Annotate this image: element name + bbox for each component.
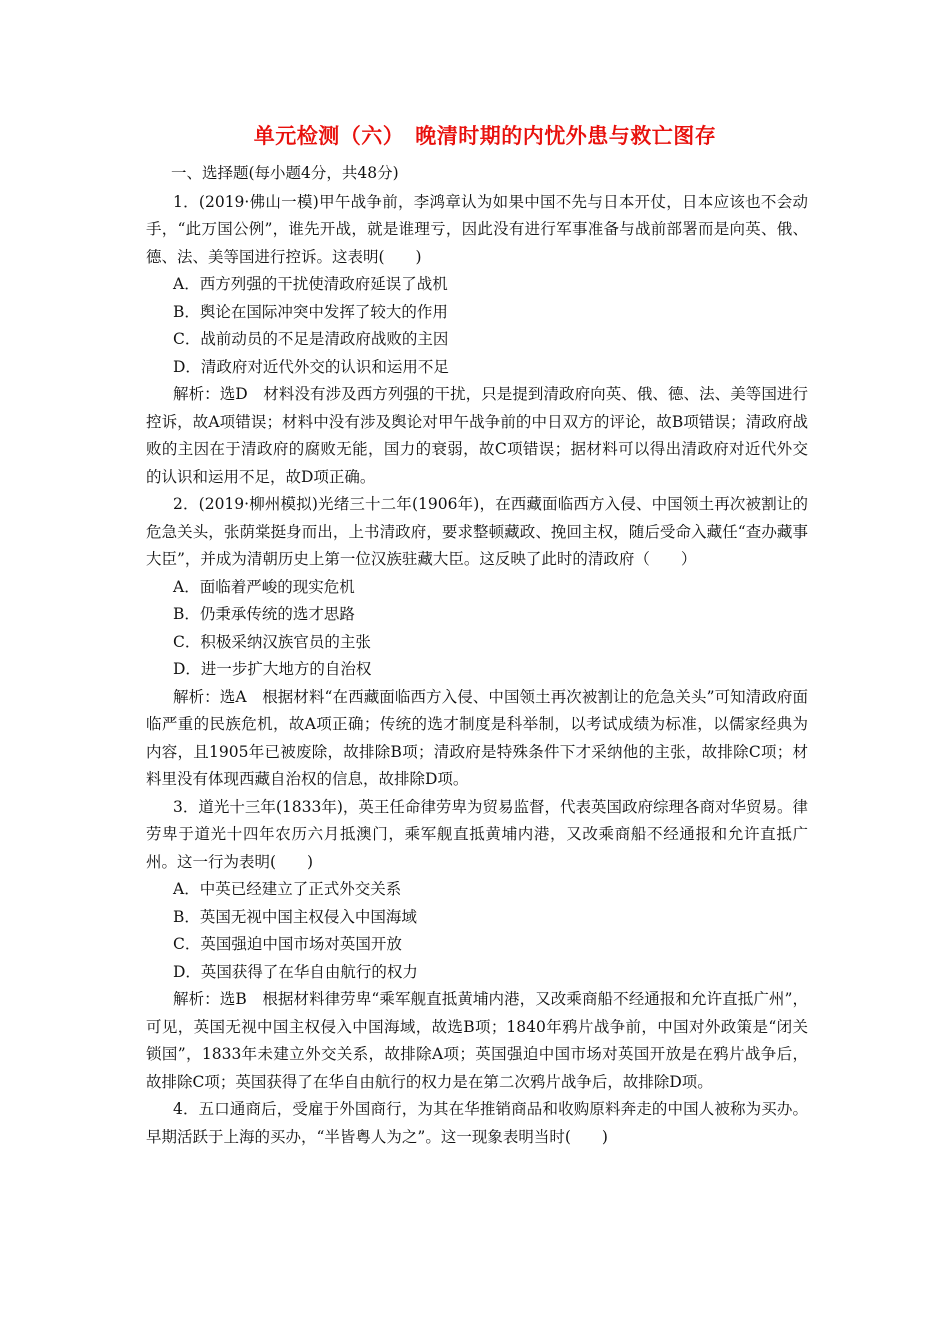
question-4 — [146, 1096, 808, 1151]
option-b: B．舆论在国际冲突中发挥了较大的作用 — [173, 302, 448, 321]
option-a: A．中英已经建立了正式外交关系 — [173, 880, 402, 898]
question-3 — [146, 794, 808, 1097]
section-heading: 一、选择题(每小题4分，共48分) — [171, 164, 399, 182]
document-title: 单元检测（六） 晚清时期的内忧外患与救亡图存 — [253, 123, 717, 148]
question-stem: 1．(2019·佛山一模)甲午战争前，李鸿章认为如果中国不先与日本开仗，日本应该也不会动手，“此万国公例”，谁先开战，就是谁理亏，因此没有进行军事准备与战前部署而是向英、俄、德、法、美等国进行控诉。这表明( ) — [146, 192, 808, 266]
option-a: A．面临着严峻的现实危机 — [173, 577, 355, 596]
question-analysis: 解析：选B 根据材料律劳卑“乘军舰直抵黄埔内港，又改乘商船不经通报和允许直抵广州”，可见，英国无视中国主权侵入中国海域，故选B项；1840年鸦片战争前，中国对外政策是“闭关锁国”，1833年未建立外交关系，故排除A项；英国强迫中国市场对英国开放是在鸦片战争后，故排除C项；英国获得了在华自由航行的权力是在第二次鸦片战争后，故排除D项。 — [146, 990, 808, 1091]
option-b: B．英国无视中国主权侵入中国海域 — [173, 907, 417, 926]
question-analysis: 解析：选A 根据材料“在西藏面临西方入侵、中国领土再次被割让的危急关头”可知清政府面临严重的民族危机，故A项正确；传统的选才制度是科举制，以考试成绩为标准，以儒家经典为内容，且1905年已被废除，故排除B项；清政府是特殊条件下才采纳他的主张，故排除C项；材料里没有体现西藏自治权的信息，故排除D项。 — [146, 687, 808, 788]
question-stem: 2．(2019·柳州模拟)光绪三十二年(1906年)，在西藏面临西方入侵、中国领土再次被割让的危急关头，张荫棠挺身而出，上书清政府，要求整顿藏政、挽回主权，随后受命入藏任“查办藏事大臣”，并成为清朝历史上第一位汉族驻藏大臣。这反映了此时的清政府（ ） — [146, 495, 808, 568]
option-a: A．西方列强的干扰使清政府延误了战机 — [173, 275, 448, 293]
option-b: B．仍秉承传统的选才思路 — [173, 605, 355, 623]
option-d: D．英国获得了在华自由航行的权力 — [173, 962, 418, 981]
option-d: D．清政府对近代外交的认识和运用不足 — [173, 357, 449, 376]
option-c: C．战前动员的不足是清政府战败的主因 — [173, 330, 449, 348]
option-d: D．进一步扩大地方的自治权 — [173, 660, 372, 678]
document-body — [146, 160, 808, 1151]
question-stem: 3．道光十三年(1833年)，英王任命律劳卑为贸易监督，代表英国政府综理各商对华贸易。律劳卑于道光十四年农历六月抵澳门，乘军舰直抵黄埔内港，又改乘商船不经通报和允许直抵广州。这一行为表明( ) — [146, 797, 808, 871]
question-1 — [146, 189, 808, 492]
option-c: C．积极采纳汉族官员的主张 — [173, 632, 371, 651]
question-2 — [146, 491, 808, 794]
question-analysis: 解析：选D 材料没有涉及西方列强的干扰，只是提到清政府向英、俄、德、法、美等国进行控诉，故A项错误；材料中没有涉及舆论对甲午战争前的中日双方的评论，故B项错误；清政府战败的主因在于清政府的腐败无能，国力的衰弱，故C项错误；据材料可以得出清政府对近代外交的认识和运用不足，故D项正确。 — [146, 385, 808, 486]
question-stem: 4．五口通商后，受雇于外国商行，为其在华推销商品和收购原料奔走的中国人被称为买办。早期活跃于上海的买办，“半皆粤人为之”。这一现象表明当时( ) — [146, 1100, 808, 1146]
option-c: C．英国强迫中国市场对英国开放 — [173, 935, 402, 953]
